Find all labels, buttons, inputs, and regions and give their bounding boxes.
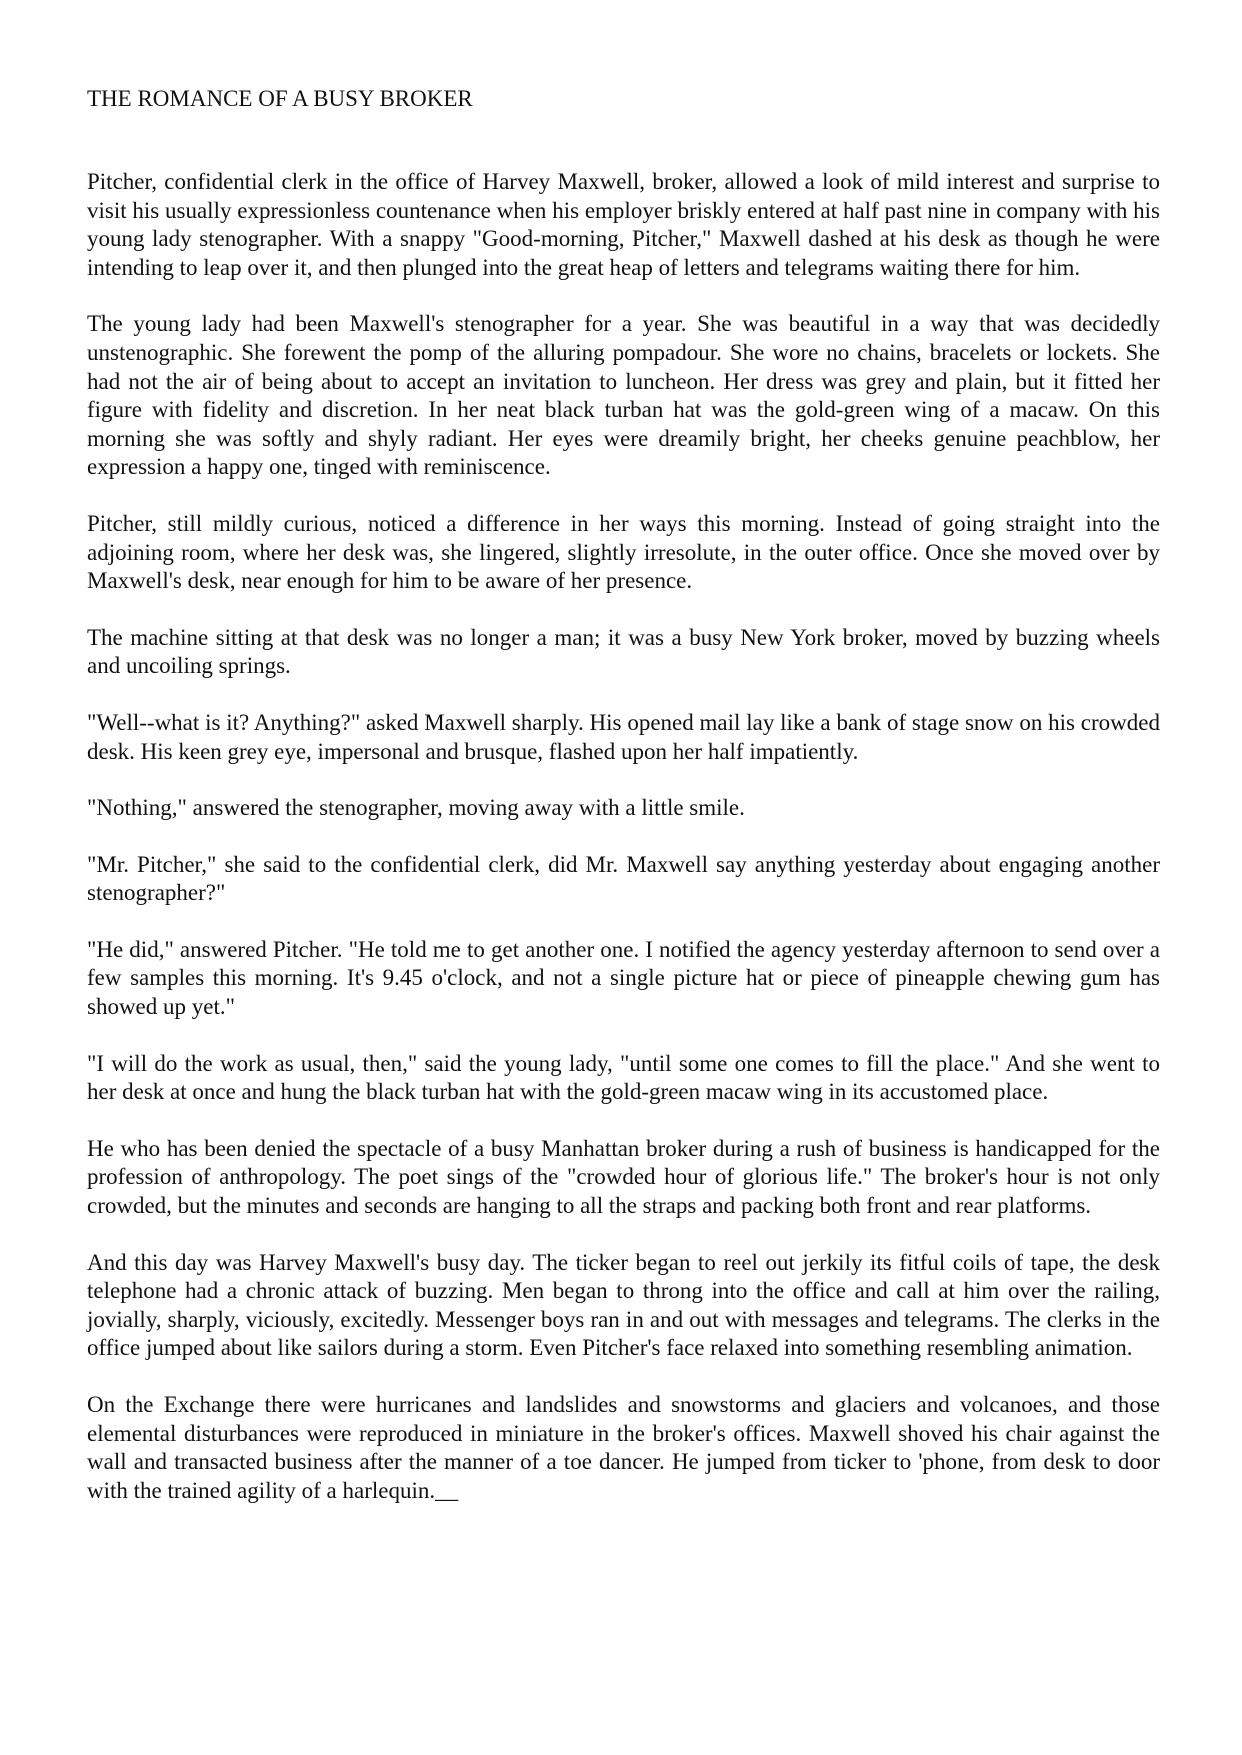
- paragraph-5: "Well--what is it? Anything?" asked Maxwell sharply. His opened mail lay like a bank of stage snow on his crowded desk. His keen grey eye, impersonal and brusque, flashed upon her half impatiently.: [87, 709, 1160, 764]
- paragraph-7: "Mr. Pitcher," she said to the confidential clerk, did Mr. Maxwell say anything yesterday about engaging another stenographer?": [87, 851, 1160, 906]
- document-page: [87, 84, 1160, 1505]
- paragraph-4: The machine sitting at that desk was no longer a man; it was a busy New York broker, moved by buzzing wheels and uncoiling springs.: [87, 624, 1160, 679]
- paragraph-1: Pitcher, confidential clerk in the office of Harvey Maxwell, broker, allowed a look of mild interest and surprise to visit his usually expressionless countenance when his employer briskly entered at half past nine in company with his young lady stenographer. With a snappy "Good-morning, Pitcher," Maxwell dashed at his desk as though he were intending to leap over it, and then plunged into the great heap of letters and telegrams waiting there for him.: [87, 169, 1160, 280]
- paragraph-8: "He did," answered Pitcher. "He told me to get another one. I notified the agency yesterday afternoon to send over a few samples this morning. It's 9.45 o'clock, and not a single picture hat or piece of pineapple chewing gum has showed up yet.": [87, 936, 1160, 1020]
- paragraph-12: On the Exchange there were hurricanes and landslides and snowstorms and glaciers and volcanoes, and those elemental disturbances were reproduced in miniature in the broker's offices. Maxwell shoved his chair against the wall and transacted business after the manner of a toe dancer. He jumped from ticker to 'phone, from desk to door with the trained agility of a harlequin.__: [87, 1392, 1160, 1503]
- paragraph-11: And this day was Harvey Maxwell's busy day. The ticker began to reel out jerkily its fitful coils of tape, the desk telephone had a chronic attack of buzzing. Men began to throng into the office and call at him over the railing, jovially, sharply, viciously, excitedly. Messenger boys ran in and out with messages and telegrams. The clerks in the office jumped about like sailors during a storm. Even Pitcher's face relaxed into something resembling animation.: [87, 1249, 1160, 1361]
- paragraph-3: Pitcher, still mildly curious, noticed a difference in her ways this morning. Instead of going straight into the adjoining room, where her desk was, she lingered, slightly irresolute, in the outer office. Once she moved over by Maxwell's desk, near enough for him to be aware of her presence.: [87, 510, 1160, 594]
- page-title: THE ROMANCE OF A BUSY BROKER: [87, 86, 473, 111]
- paragraph-6: "Nothing," answered the stenographer, moving away with a little smile.: [87, 795, 745, 821]
- paragraph-9: "I will do the work as usual, then," said the young lady, "until some one comes to fill the place." And she went to her desk at once and hung the black turban hat with the gold-green macaw wing in its accustomed place.: [87, 1050, 1160, 1105]
- story-body: [87, 168, 1160, 1505]
- paragraph-2: The young lady had been Maxwell's stenographer for a year. She was beautiful in a way that was decidedly unstenographic. She forewent the pomp of the alluring pompadour. She wore no chains, bracelets or lockets. She had not the air of being about to accept an invitation to luncheon. Her dress was grey and plain, but it fitted her figure with fidelity and discretion. In her neat black turban hat was the gold-green wing of a macaw. On this morning she was softly and shyly radiant. Her eyes were dreamily bright, her cheeks genuine peachblow, her expression a happy one, tinged with reminiscence.: [87, 311, 1160, 480]
- paragraph-10: He who has been denied the spectacle of a busy Manhattan broker during a rush of business is handicapped for the profession of anthropology. The poet sings of the "crowded hour of glorious life." The broker's hour is not only crowded, but the minutes and seconds are hanging to all the straps and packing both front and rear platforms.: [87, 1135, 1160, 1219]
